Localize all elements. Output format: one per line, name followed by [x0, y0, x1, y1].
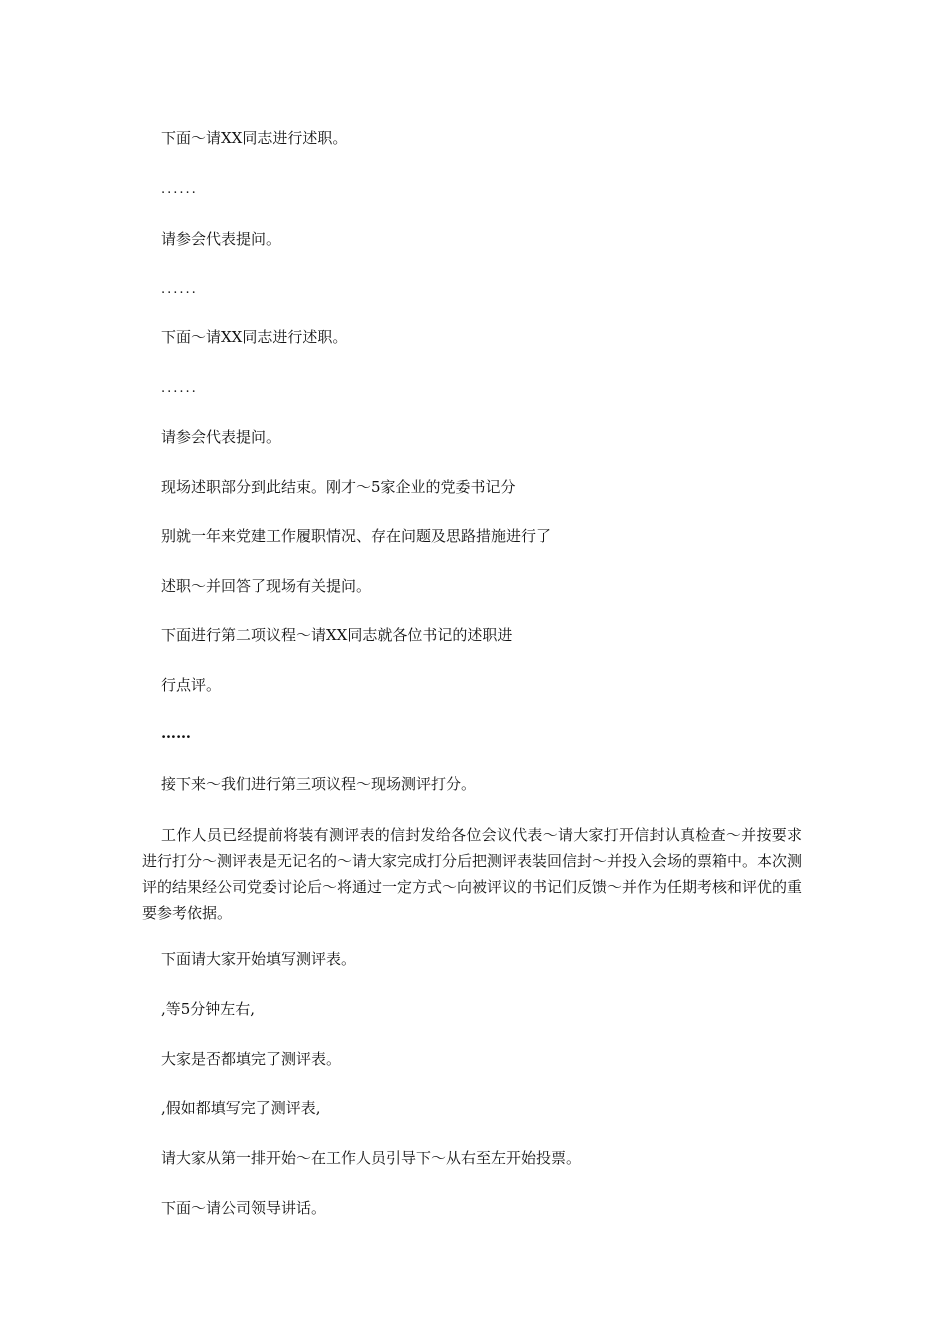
paragraph-10: 接下来～我们进行第三项议程～现场测评打分。 [161, 775, 477, 793]
paragraph-4: 请参会代表提问。 [161, 428, 282, 446]
paragraph-15: ,假如都填写完了测评表, [161, 1099, 321, 1117]
paragraph-8: 下面进行第二项议程～请XX同志就各位书记的述职进 [161, 626, 513, 644]
paragraph-14: 大家是否都填完了测评表。 [161, 1050, 342, 1068]
ellipsis-4: …… [161, 724, 191, 742]
paragraph-2: 请参会代表提问。 [161, 230, 282, 248]
paragraph-5: 现场述职部分到此结束。刚才～5家企业的党委书记分 [161, 478, 516, 496]
paragraph-13: ,等5分钟左右, [161, 1000, 256, 1018]
ellipsis-2: ...... [161, 282, 198, 297]
paragraph-11: 工作人员已经提前将装有测评表的信封发给各位会议代表～请大家打开信封认真检查～并按要求进行打分～测评表是无记名的～请大家完成打分后把测评表装回信封～并投入会场的票箱中。本次测评的结果经公司党委讨论后～将通过一定方式～向被评议的书记们反馈～并作为任期考核和评优的重要参考依据。 [142, 826, 803, 922]
ellipsis-1: ...... [161, 182, 198, 197]
paragraph-9: 行点评。 [161, 676, 222, 694]
ellipsis-3: ...... [161, 381, 198, 396]
paragraph-1: 下面～请XX同志进行述职。 [161, 129, 348, 147]
paragraph-17: 下面～请公司领导讲话。 [161, 1199, 327, 1217]
paragraph-16: 请大家从第一排开始～在工作人员引导下～从右至左开始投票。 [161, 1149, 582, 1167]
paragraph-3: 下面～请XX同志进行述职。 [161, 328, 348, 346]
paragraph-6: 别就一年来党建工作履职情况、存在问题及思路措施进行了 [161, 527, 552, 545]
paragraph-12: 下面请大家开始填写测评表。 [161, 950, 357, 968]
paragraph-7: 述职～并回答了现场有关提问。 [161, 577, 372, 595]
